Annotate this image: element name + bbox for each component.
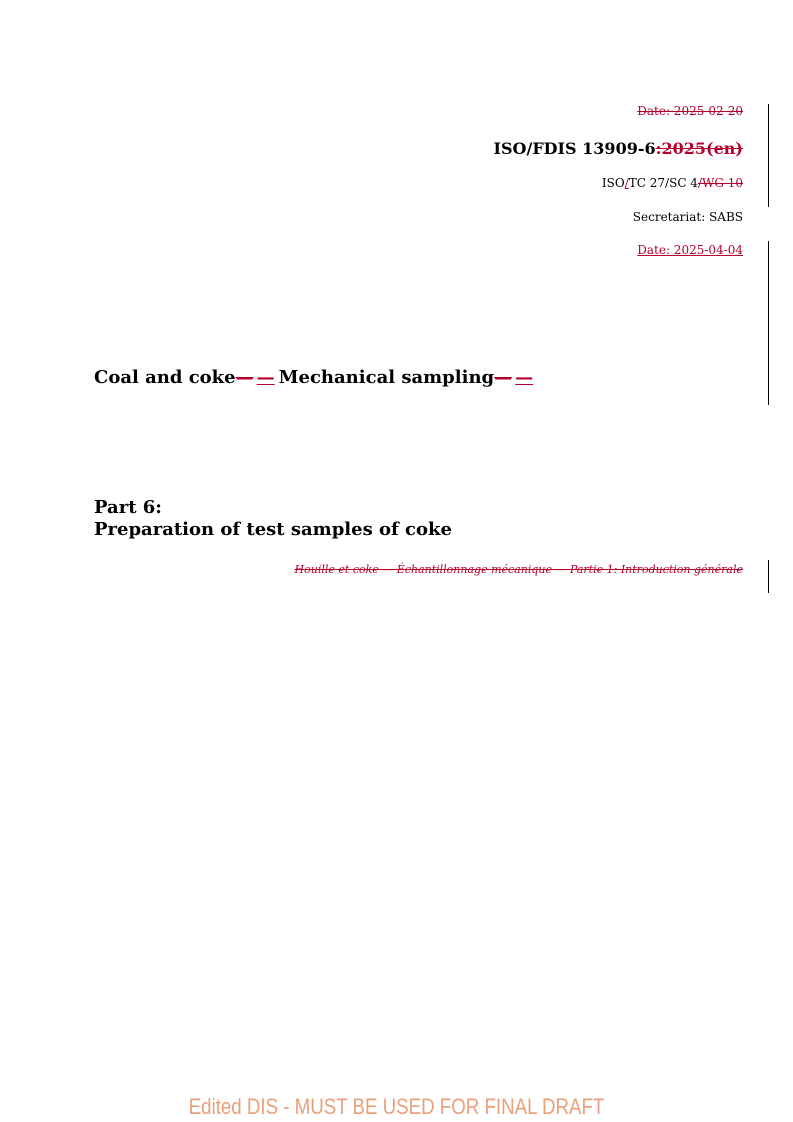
secretariat: Secretariat: SABS [632, 210, 743, 224]
change-bar [768, 241, 769, 405]
main-title [94, 367, 537, 388]
inserted-date: Date: 2025-04-04 [637, 243, 743, 257]
date-old [637, 104, 743, 118]
french-title-deleted: Houille et coke — Échantillonnage mécanique — Partie 1: Introduction générale [294, 563, 743, 576]
title-dash-inserted-1: — [256, 367, 275, 388]
committee-deleted: /WG 10 [697, 176, 743, 190]
committee [602, 176, 743, 190]
date-new [637, 243, 743, 257]
title-dash-deleted-1: — [235, 367, 254, 388]
change-bar [768, 560, 769, 593]
french-title [295, 563, 743, 576]
title-part-a: Coal and coke [94, 367, 236, 388]
title-dash-deleted-2: — [494, 367, 513, 388]
part-heading [94, 497, 452, 541]
committee-inserted-slash: / [624, 176, 629, 190]
deleted-date: Date: 2025-02-20 [637, 104, 743, 118]
title-dash-inserted-2: — [515, 367, 534, 388]
change-bar [768, 104, 769, 207]
committee-iso: ISO [601, 176, 625, 190]
watermark: Edited DIS - MUST BE USED FOR FINAL DRAFT [188, 1094, 605, 1119]
part-number: Part 6: [94, 497, 162, 518]
title-part-b: Mechanical sampling [278, 367, 495, 388]
doc-number-deleted: :2025(en) [655, 139, 743, 158]
committee-rest: TC 27/SC 4 [628, 176, 698, 190]
doc-number-text: ISO/FDIS 13909-6 [493, 139, 656, 158]
document-number [494, 139, 744, 158]
part-name: Preparation of test samples of coke [94, 519, 452, 540]
